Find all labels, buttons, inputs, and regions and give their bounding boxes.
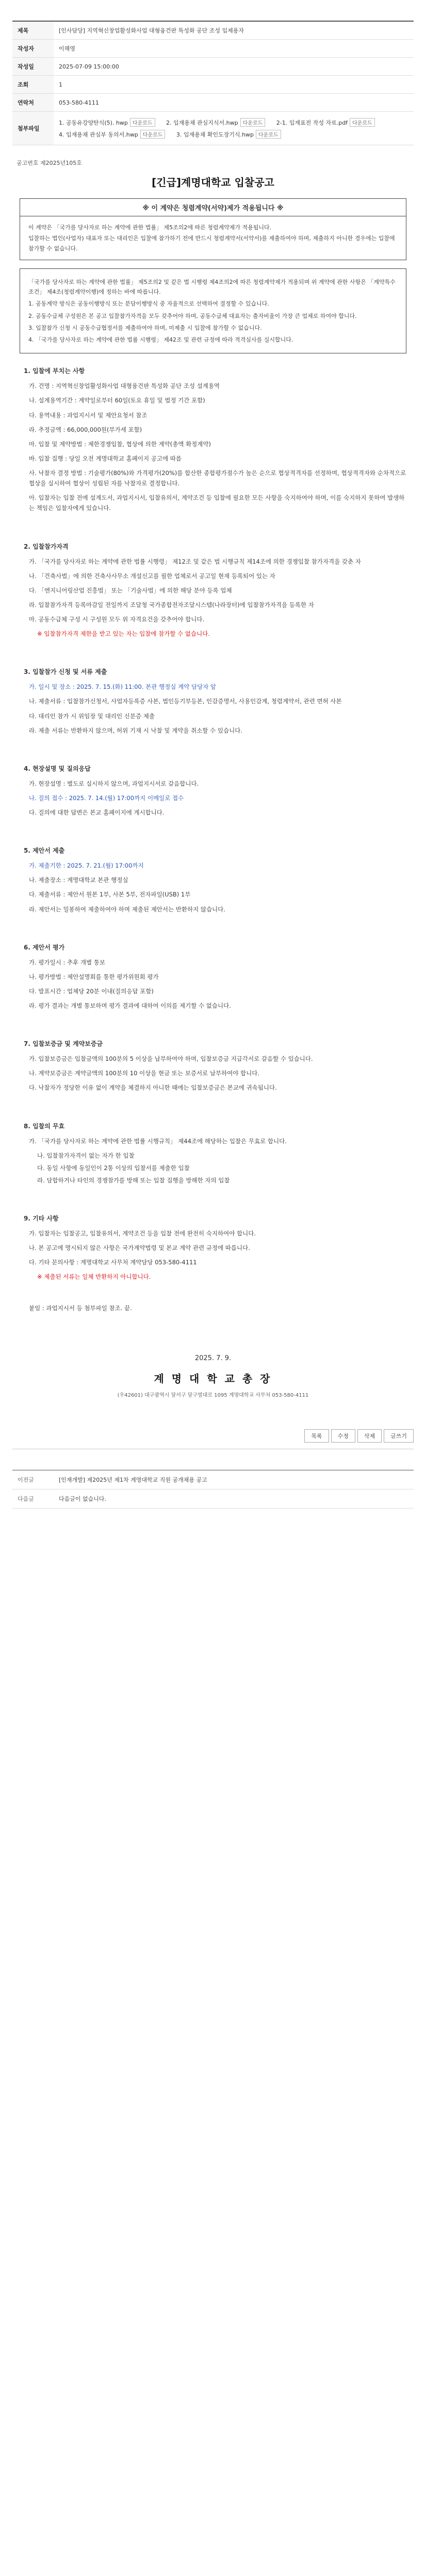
section-heading: 8. 입찰의 무효 — [24, 1122, 65, 1130]
next-post-row — [12, 1489, 414, 1508]
section-line: 가. 평가일시 : 추후 개별 통보 — [29, 958, 106, 966]
doc-number: 공고번호 제2025년105호 — [17, 160, 82, 166]
section-line: 가. 현장설명 : 별도로 실시하지 않으며, 과업지시서로 갈음합니다. — [29, 779, 199, 787]
section-line: 나. 본 공고에 명시되지 않은 사항은 국가계약법령 및 본교 계약 관련 규정에 따릅니다. — [29, 1244, 250, 1252]
section-heading: 6. 제안서 평가 — [24, 943, 65, 951]
post-title: [인사담당] 지역혁신창업활성화사업 대형융건판 특성화 공단 조성 입제용자 — [54, 21, 414, 40]
contact-label: 연락처 — [12, 94, 54, 112]
post-contact: 053-580-4111 — [54, 94, 414, 112]
integrity-notice-body — [20, 216, 406, 260]
section-line: 다. 용역내용 : 과업지시서 및 제안요청서 참조 — [29, 411, 148, 419]
attachment-name[interactable]: 2-1. 입재표전 작성 자료.pdf — [276, 120, 348, 126]
section-line: 다. 기타 문의사항 : 계명대학교 사무처 계약담당 053-580-4111 — [29, 1259, 197, 1266]
section-line: 다. 대리인 참가 시 위임장 및 대리인 신분증 제출 — [29, 712, 155, 720]
box-line: 4. 「국가를 당사자로 하는 계약에 관한 법률 시행령」 제42조 및 관련 규정에 따라 적격심사를 실시합니다. — [28, 336, 293, 343]
box-line: 1. 공동계약 방식은 공동이행방식 또는 분담이행방식 중 자율적으로 선택하여 결정할 수 있습니다. — [28, 300, 269, 308]
section-line: 라. 담합하거나 타인의 경쟁참가를 방해 또는 입찰 집행을 방해한 자의 입찰 — [37, 1176, 230, 1184]
action-button-bar — [12, 1429, 414, 1449]
section-line: 가. 입찰자는 입찰공고, 입찰유의서, 계약조건 등을 입찰 전에 완전히 숙지하여야 합니다. — [29, 1230, 256, 1237]
section-line: 아. 입찰자는 입찰 전에 설계도서, 과업지시서, 입찰유의서, 계약조건 등 입찰에 필요한 모든 사항을 숙지하여야 하며, 이를 숙지하지 못하여 발생하는 책임은 입찰자에게 있습니다. — [29, 494, 405, 512]
attachment-item[interactable] — [59, 118, 155, 127]
author-label: 작성자 — [12, 40, 54, 58]
issuer-signature: 계 명 대 학 교 총 장 — [154, 1372, 272, 1385]
section-line: 가. 「국가를 당사자로 하는 계약에 관한 법률 시행규칙」 제44조에 해당하는 입찰은 무효로 합니다. — [29, 1137, 287, 1145]
section-line: 나. 질의 접수 : 2025. 7. 14.(월) 17:00까지 이메일로 접수 — [29, 794, 184, 802]
integrity-notice-box — [20, 198, 406, 260]
section-line: 다. 낙찰자가 정당한 이유 없이 계약을 체결하지 아니한 때에는 입찰보증금은 본교에 귀속됩니다. — [29, 1084, 277, 1092]
section-line: 나. 제출서류 : 입찰참가신청서, 사업자등록증 사본, 법인등기부등본, 인감증명서, 사용인감계, 청렴계약서, 관련 면허 사본 — [29, 698, 342, 705]
next-post-text: 다음글이 없습니다. — [54, 1489, 414, 1508]
section-line: 나. 평가방법 : 제안설명회를 통한 평가위원회 평가 — [29, 973, 159, 980]
section-line: 다. 발표시간 : 업체당 20분 이내(질의응답 포함) — [29, 987, 154, 995]
section-line: 바. 입찰 집행 : 당일 오전 계명대학교 홈페이지 공고에 따름 — [29, 454, 182, 462]
post-date: 2025-07-09 15:00:00 — [54, 58, 414, 76]
section-line: 마. 공동수급체 구성 시 구성원 모두 위 자격요건을 갖추어야 합니다. — [29, 616, 205, 623]
section-line: 가. 건명 : 지역혁신창업활성화사업 대형융건판 특성화 공단 조성 설계용역 — [29, 382, 220, 390]
section-heading: 3. 입찰참가 신청 및 서류 제출 — [24, 668, 107, 676]
attachment-name[interactable]: 4. 입재용채 관심부 동의서.hwp — [59, 131, 138, 138]
attachment-name[interactable]: 3. 입재용채 확인도장기식.hwp — [176, 131, 254, 138]
prev-next-nav — [12, 1470, 414, 1509]
section-line: 라. 제안서는 밀봉하여 제출하여야 하며 제출된 제안서는 반환하지 않습니다. — [29, 905, 225, 913]
notice-line: 이 계약은 「국가를 당사자로 하는 계약에 관한 법률」 제5조의2에 따른 청렴계약제가 적용됩니다. — [28, 224, 272, 231]
section-line: 다. 「엔지니어링산업 진흥법」 또는 「기술사법」에 의한 해당 분야 등록 업체 — [29, 586, 232, 594]
post-meta-table — [12, 21, 414, 145]
section-line: 라. 입찰참가자격 등록마감일 전일까지 조달청 국가종합전자조달시스템(나라장터)에 입찰참가자격을 등록한 자 — [29, 601, 314, 608]
download-button[interactable]: 다운로드 — [350, 118, 375, 127]
section-line: 라. 평가 결과는 개별 통보하며 평가 결과에 대하여 이의를 제기할 수 없습니다. — [29, 1002, 231, 1009]
attachment-name[interactable]: 1. 공동유강양탄식(5). hwp — [59, 120, 128, 126]
attachment-list — [59, 116, 408, 140]
download-button[interactable]: 다운로드 — [130, 118, 155, 127]
delete-button[interactable]: 삭제 — [357, 1429, 382, 1443]
attachment-item[interactable] — [166, 118, 265, 127]
section-line: 라. 추정금액 : 66,000,000원(부가세 포함) — [29, 426, 142, 433]
post-author: 이해영 — [54, 40, 414, 58]
attachment-cell — [54, 112, 414, 145]
prev-post-link[interactable]: [인재개발] 제2025년 제1차 계명대학교 직원 공개채용 공고 — [54, 1470, 414, 1489]
section-line: 다. 질의에 대한 답변은 본교 홈페이지에 게시합니다. — [29, 809, 165, 816]
post-views: 1 — [54, 76, 414, 94]
section-heading: 9. 기타 사항 — [24, 1215, 59, 1222]
section-line: 라. 제출 서류는 반환하지 않으며, 허위 기재 시 낙찰 및 계약을 취소할 수 있습니다. — [29, 726, 242, 734]
section-line: 마. 입찰 및 계약방법 : 제한경쟁입찰, 협상에 의한 계약(총액 확정계약) — [29, 440, 211, 448]
section-heading: 4. 현장설명 및 질의응답 — [24, 765, 91, 772]
section-line: 다. 동일 사항에 동일인이 2통 이상의 입찰서를 제출한 입찰 — [37, 1164, 190, 1172]
section-line: 나. 입찰참가자격이 없는 자가 한 입찰 — [37, 1151, 135, 1159]
section-line: 다. 제출서류 : 제안서 원본 1부, 사본 5부, 전자파일(USB) 1부 — [29, 891, 191, 899]
section-note: ※ 입찰참가자격 제한을 받고 있는 자는 입찰에 참가할 수 없습니다. — [37, 630, 210, 638]
notice-title: [긴급]계명대학교 입찰공고 — [152, 176, 274, 189]
next-label: 다음글 — [12, 1489, 54, 1508]
download-button[interactable]: 다운로드 — [140, 130, 166, 139]
title-label: 제목 — [12, 21, 54, 40]
attachment-item[interactable] — [276, 118, 375, 127]
edit-button[interactable]: 수정 — [331, 1429, 355, 1443]
notice-line: 입찰하는 법인(사업자) 대표자 또는 대리인은 입찰에 참가하기 전에 반드시 청렴계약서(서약서)를 제출하여야 하며, 제출하지 아니한 경우에는 입찰에 참가할 수 없습니다. — [28, 235, 395, 252]
section-line: 가. 제출기한 : 2025. 7. 21.(월) 17:00까지 — [29, 862, 144, 870]
section-note: ※ 제출된 서류는 일체 반환하지 아니합니다. — [37, 1273, 151, 1281]
contract-info-box — [20, 268, 406, 354]
issuer-address: (우42601) 대구광역시 달서구 달구벌대로 1095 계명대학교 사무처 053-580-4111 — [117, 1392, 309, 1398]
section-heading: 2. 입찰참가자격 — [24, 543, 69, 550]
box-line: 2. 공동수급체 구성원은 본 공고 입찰참가자격을 모두 갖추어야 하며, 공동수급체 대표자는 출자비율이 가장 큰 업체로 하여야 합니다. — [28, 312, 357, 319]
views-label: 조회 — [12, 76, 54, 94]
write-button[interactable]: 글쓰기 — [384, 1429, 414, 1443]
download-button[interactable]: 다운로드 — [240, 118, 266, 127]
date-label: 작성일 — [12, 58, 54, 76]
attach-label: 첨부파일 — [12, 112, 54, 145]
section-line: 나. 계약보증금은 계약금액의 100분의 10 이상을 현금 또는 보증서로 납부하여야 합니다. — [29, 1070, 260, 1077]
section-line: 나. 설계용역기간 : 계약일로부터 60일(토요 휴일 및 법정 기간 포함) — [29, 397, 205, 404]
list-button[interactable]: 목록 — [304, 1429, 329, 1443]
section-line: 가. 일시 및 장소 : 2025. 7. 15.(화) 11:00. 본관 행정실 계약 담당자 앞 — [29, 683, 216, 691]
section-heading: 7. 입찰보증금 및 계약보증금 — [24, 1040, 103, 1048]
download-button[interactable]: 다운로드 — [256, 130, 281, 139]
attachment-name[interactable]: 2. 입재용채 관심지식서.hwp — [166, 120, 238, 126]
section-heading: 5. 제안서 제출 — [24, 847, 65, 855]
prev-post-row[interactable] — [12, 1470, 414, 1489]
attachment-item[interactable] — [59, 130, 165, 139]
section-line: 가. 입찰보증금은 입찰금액의 100분의 5 이상을 납부하여야 하며, 입찰보증금 지급각서로 갈음할 수 있습니다. — [29, 1055, 313, 1063]
announcement-date: 2025. 7. 9. — [194, 1354, 232, 1362]
prev-label: 이전글 — [12, 1470, 54, 1489]
box-line: 3. 입찰참가 신청 시 공동수급협정서를 제출하여야 하며, 미제출 시 입찰에 참가할 수 없습니다. — [28, 324, 262, 331]
closing-line: 붙임 : 과업지시서 등 첨부파일 참조. 끝. — [29, 1304, 132, 1312]
integrity-notice-head: ※ 이 계약은 청렴계약(서약)제가 적용됩니다 ※ — [20, 199, 406, 216]
section-line: 나. 제출장소 : 계명대학교 본관 행정실 — [29, 876, 128, 884]
box-line: 「국가를 당사자로 하는 계약에 관한 법률」 제5조의2 및 같은 법 시행령 제4조의2에 따른 청렴계약제가 적용되며 위 계약에 관한 사항은 「계약특수조건」 제4조(청렴계약이행)에 정하는 바에 따릅니다. — [28, 278, 396, 295]
section-line: 가. 「국가를 당사자로 하는 계약에 관한 법률 시행령」 제12조 및 같은 법 시행규칙 제14조에 의한 경쟁입찰 참가자격을 갖춘 자 — [29, 557, 361, 565]
section-line: 사. 낙찰자 결정 방법 : 기술평가(80%)와 가격평가(20%)를 합산한 종합평가점수가 높은 순으로 협상적격자를 선정하며, 협상적격자와 순차적으로 협상을 실시하여 협상이 성립된 자를 낙찰자로 결정합니다. — [29, 469, 406, 487]
attachment-item[interactable] — [176, 130, 281, 139]
section-line: 나. 「건축사법」에 의한 건축사사무소 개설신고를 필한 업체로서 공고일 현재 등록되어 있는 자 — [29, 572, 275, 580]
notice-body-content — [12, 366, 414, 1313]
section-heading: 1. 입찰에 부치는 사항 — [24, 367, 85, 375]
